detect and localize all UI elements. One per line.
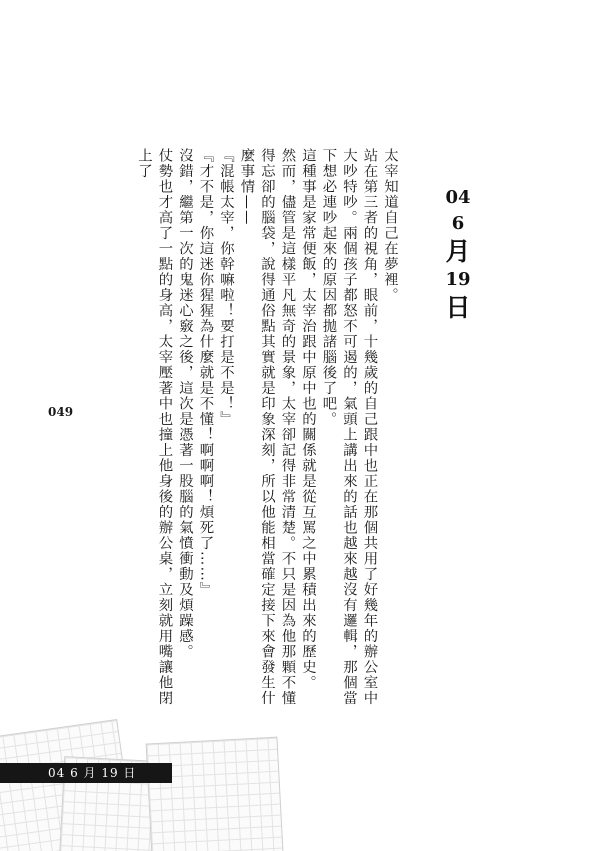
dialogue-line: 『才不是，你這迷你猩猩為什麼就是不懂！啊啊啊！煩死了……』 <box>197 148 214 598</box>
dialogue-line: 『混帳太宰，你幹嘛啦！要打是不是！』 <box>218 148 234 427</box>
chapter-heading <box>430 185 486 323</box>
grid-sheet <box>146 737 287 851</box>
paragraph: 太宰知道自己在夢裡。 <box>382 148 398 303</box>
paragraph: 然而，儘管是這樣平凡無奇的景象，太宰卻記得非常清楚。不只是因為他那顆不懂得忘卻的腦袋，說得通俗點其實就是印象深刻，所以他能相當確定接下來會發生什麼事情—— <box>238 148 296 706</box>
paragraph: 站在第三者的視角，眼前，十幾歲的自己跟中也正在那個共用了好幾年的辦公室中大吵特吵。兩個孩子都怒不可遏的，氣頭上講出來的話也越來越沒有邏輯，那個當下想必連吵起來的原因都拋諸腦後了吧。 <box>320 148 378 706</box>
chapter-day-kanji: 日 <box>445 293 471 322</box>
footer-chapter-label: 04 6 月 19 日 <box>0 763 172 783</box>
chapter-month-kanji: 月 <box>445 237 471 266</box>
paragraph: 這種事是家常便飯，太宰治跟中原中也的關係就是從互罵之中累積出來的歷史。 <box>300 148 316 691</box>
paragraph: 沒錯，繼第一次的鬼迷心竅之後，這次是憑著一股腦的氣憤衝動及煩躁感。 <box>177 148 193 660</box>
chapter-day: 19 <box>445 269 471 290</box>
chapter-month: 6 <box>451 213 465 234</box>
page-number: 049 <box>48 405 74 419</box>
vertical-body-text <box>100 148 400 708</box>
chapter-number: 04 <box>445 187 471 208</box>
paragraph: 仗勢也才高了一點的身高，太宰壓著中也撞上他身後的辦公桌，立刻就用嘴讓他閉上了 <box>136 148 173 706</box>
